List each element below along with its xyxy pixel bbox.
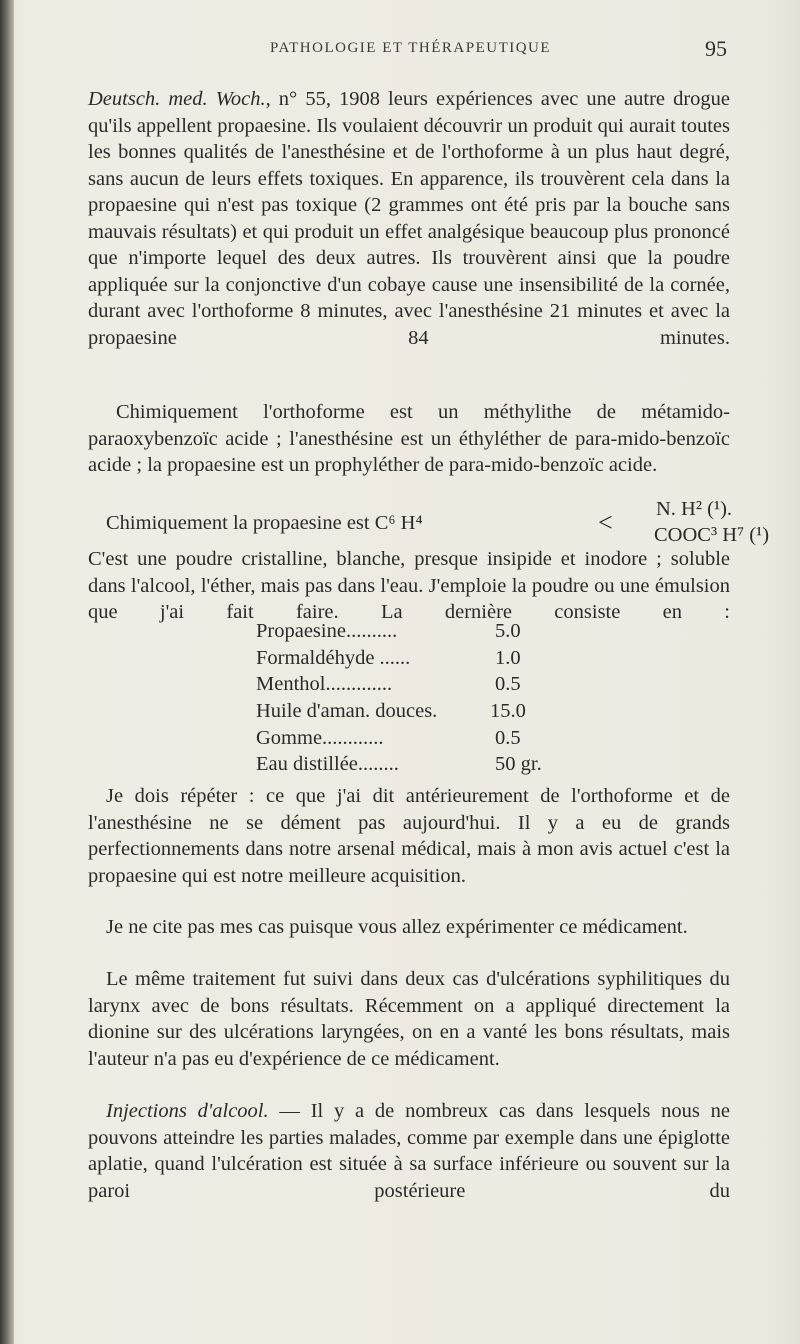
ingredient-qty: 1.0 — [495, 646, 521, 669]
running-title: PATHOLOGIE ET THÉRAPEUTIQUE — [270, 40, 552, 56]
paragraph-4: Je dois répéter : ce que j'ai dit antérieurement de l'orthoforme et de l'anesthésine ne se dément pas aujourd'hui. Il y a eu de grands perfectionnements dans notre arsenal médical, mais à mon avis actuel c'est la propaesine qui est notre meilleure acquisition. — [88, 785, 730, 887]
formula-bottom: COOC³ H⁷ (¹) — [654, 524, 770, 546]
recipe-row — [256, 700, 556, 727]
ingredient-qty: 5.0 — [495, 620, 521, 642]
paragraph-5: Je ne cite pas mes cas puisque vous allez expérimenter ce médicament. — [106, 916, 688, 938]
page-number: 95 — [705, 36, 727, 61]
paragraph-6: Le même traitement fut suivi dans deux cas d'ulcérations syphilitiques du larynx avec de bons résultats. Récemment on a appliqué directement la dionine sur des ulcérations laryngées, on en a vanté les bons résultats, mais l'auteur n'a pas eu d'expérience de ce médicament. — [88, 968, 730, 1070]
paragraph-3: C'est une poudre cristalline, blanche, presque insipide et inodore ; soluble dans l'alcool, l'éther, mais pas dans l'eau. J'emploie la poudre ou une émulsion que j'ai fait faire. La dernière consiste en : — [88, 548, 730, 623]
paragraph-1-text: , n° 55, 1908 leurs expériences avec une autre drogue qu'ils appellent propaesine. Ils voulaient découvrir un produit qui aurait toutes les bonnes qualités de l'anesthésine et de l'orthoforme à un plus haut degré, sans aucun de leurs effets toxiques. En apparence, ils trouvèrent cela dans la propaesine qui n'est pas toxique (2 grammes ont été pris par la bouche sans mauvais résultats) et qui produit un effet analgésique beaucoup plus prononcé que n'importe lequel des deux autres. Ils trouvèrent ainsi que la poudre appliquée sur la conjonctive d'un cobaye cause une insensibilité de la cornée, durant avec l'orthoforme 8 minutes, avec l'anesthésine 21 minutes et avec la propaesine 84 minutes. — [88, 88, 730, 349]
paragraph-1 — [88, 86, 730, 351]
chemical-formula — [88, 498, 770, 550]
recipe-row — [256, 673, 556, 700]
ingredient-name: Formaldéhyde ...... — [256, 646, 411, 669]
recipe-row — [256, 647, 556, 674]
ingredient-name: Eau distillée........ — [256, 753, 399, 776]
ingredient-name: Menthol............. — [256, 673, 393, 696]
ingredient-qty: 0.5 — [495, 673, 521, 696]
section-heading: Injections d'alcool. — [106, 1100, 269, 1122]
recipe-list — [256, 620, 556, 780]
paragraph-7-text: — Il y a de nombreux cas dans lesquels nous ne pouvons atteindre les parties malades, comme par exemple dans une épiglotte aplatie, quand l'ulcération est située à sa surface inférieure ou souvent sur la paroi postérieure du — [88, 1100, 730, 1202]
ingredient-name: Propaesine.......... — [256, 620, 398, 642]
paragraph-2: Chimiquement l'orthoforme est un méthylithe de métamido-paraoxybenzoïc acide ; l'anesthésine est un éthyléther de para-mido-benzoïc acide ; la propaesine est un prophyléther de para-mido-benzoïc acide. — [88, 401, 730, 476]
citation: Deutsch. med. Woch. — [88, 88, 266, 110]
ingredient-qty: 0.5 — [495, 726, 521, 749]
page-binding-shadow — [0, 0, 14, 1344]
ingredient-qty: 50 gr. — [495, 753, 542, 776]
paragraph-7 — [88, 1098, 730, 1204]
formula-lead: Chimiquement la propaesine est C⁶ H⁴ — [106, 512, 423, 534]
ingredient-name: Huile d'aman. douces. — [256, 700, 438, 723]
ingredient-name: Gomme............ — [256, 726, 384, 749]
recipe-row — [256, 620, 556, 647]
formula-bracket: < — [598, 508, 613, 537]
formula-top: N. H² (¹). — [656, 498, 733, 520]
recipe-row — [256, 727, 556, 754]
recipe-row — [256, 753, 556, 780]
ingredient-qty: 15.0 — [490, 700, 526, 723]
